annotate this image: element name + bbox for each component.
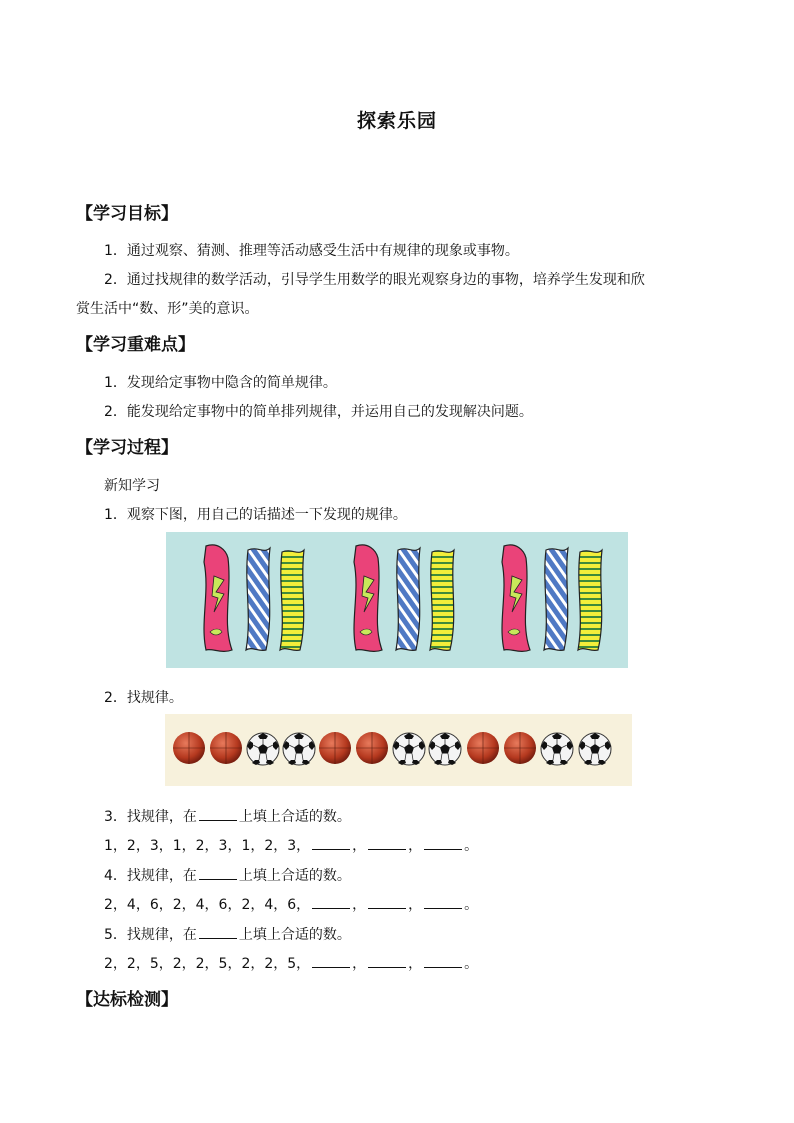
goal-item-2: 2．通过找规律的数学活动，引导学生用数学的眼光观察身边的事物，培养学生发现和欣	[104, 272, 645, 288]
question-4-suffix: 上填上合适的数。	[238, 868, 351, 884]
heading-assessment: 【达标检测】	[76, 990, 178, 1010]
answer-blank-2[interactable]	[368, 953, 406, 968]
sub-heading-new-knowledge: 新知学习	[104, 478, 160, 494]
answer-blank-1[interactable]	[312, 953, 350, 968]
heading-process: 【学习过程】	[76, 438, 178, 458]
comma: ，	[408, 838, 423, 854]
page-title: 探索乐园	[356, 110, 437, 132]
sequence-5	[104, 953, 478, 973]
basketball-icon	[467, 732, 499, 764]
answer-blank	[199, 806, 237, 821]
answer-blank-1[interactable]	[312, 894, 350, 909]
answer-blank-3[interactable]	[424, 894, 462, 909]
question-3-prefix: 3．找规律，在	[104, 809, 197, 825]
sequence-3-numbers: 1，2，3，1，2，3，1，2，3，	[104, 838, 311, 854]
basketball-icon	[356, 732, 388, 764]
soccer-ball-icon	[429, 733, 461, 765]
sequence-4	[104, 894, 478, 914]
period: 。	[464, 897, 479, 913]
question-2: 2．找规律。	[104, 690, 183, 706]
answer-blank-1[interactable]	[312, 835, 350, 850]
ribbon-pattern-image	[166, 532, 628, 668]
basketball-icon	[319, 732, 351, 764]
goal-item-1: 1．通过观察、猜测、推理等活动感受生活中有规律的现象或事物。	[104, 243, 519, 259]
question-1: 1．观察下图，用自己的话描述一下发现的规律。	[104, 507, 407, 523]
soccer-ball-icon	[283, 733, 315, 765]
answer-blank-3[interactable]	[424, 953, 462, 968]
basketball-icon	[504, 732, 536, 764]
answer-blank	[199, 865, 237, 880]
sequence-3	[104, 835, 478, 855]
comma: ，	[408, 956, 423, 972]
soccer-ball-icon	[393, 733, 425, 765]
question-5	[104, 924, 351, 944]
goal-item-2-cont: 赏生活中“数、形”美的意识。	[76, 301, 259, 317]
pink-ribbon	[204, 545, 232, 651]
soccer-ball-icon	[247, 733, 279, 765]
basketball-icon	[210, 732, 242, 764]
comma: ，	[352, 956, 367, 972]
answer-blank-3[interactable]	[424, 835, 462, 850]
balls-pattern-image	[165, 714, 632, 786]
comma: ，	[352, 838, 367, 854]
sequence-4-numbers: 2，4，6，2，4，6，2，4，6，	[104, 897, 311, 913]
question-5-suffix: 上填上合适的数。	[238, 927, 351, 943]
key-item-2: 2．能发现给定事物中的简单排列规律，并运用自己的发现解决问题。	[104, 404, 533, 420]
soccer-ball-icon	[541, 733, 573, 765]
heading-key-points: 【学习重难点】	[76, 335, 195, 355]
blue-striped-ribbon	[246, 548, 270, 650]
question-5-prefix: 5．找规律，在	[104, 927, 197, 943]
question-3	[104, 806, 351, 826]
comma: ，	[408, 897, 423, 913]
comma: ，	[352, 897, 367, 913]
key-item-1: 1．发现给定事物中隐含的简单规律。	[104, 375, 337, 391]
question-4	[104, 865, 351, 885]
basketball-icon	[173, 732, 205, 764]
question-3-suffix: 上填上合适的数。	[238, 809, 351, 825]
period: 。	[464, 956, 479, 972]
answer-blank	[199, 924, 237, 939]
heading-goals: 【学习目标】	[76, 204, 178, 224]
answer-blank-2[interactable]	[368, 835, 406, 850]
period: 。	[464, 838, 479, 854]
soccer-ball-icon	[579, 733, 611, 765]
question-4-prefix: 4．找规律，在	[104, 868, 197, 884]
yellow-green-ribbon	[280, 550, 304, 650]
answer-blank-2[interactable]	[368, 894, 406, 909]
sequence-5-numbers: 2，2，5，2，2，5，2，2，5，	[104, 956, 311, 972]
